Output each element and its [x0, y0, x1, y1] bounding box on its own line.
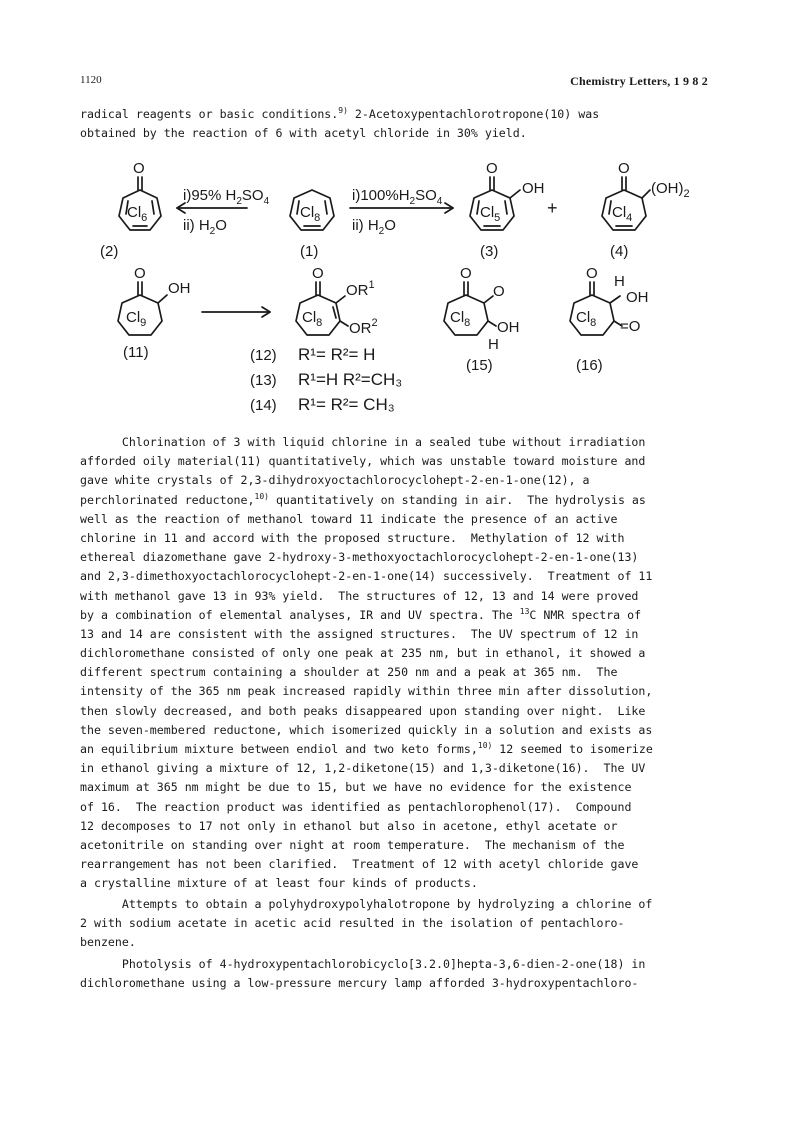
text-line: gave white crystals of 2,3-dihydroxyoctachlorocyclohept-2-en-1-one(12), a [80, 473, 590, 488]
compound-number: (1) [300, 243, 319, 260]
text-line [80, 740, 716, 759]
atom-label: =O [620, 318, 641, 335]
substituent-definition: R¹= R²= CH₃ [298, 395, 395, 414]
reference-marker: 10) [477, 741, 493, 750]
text-line: dichloromethane consisted of only one peak at 235 nm, but in ethanol, it showed a [80, 646, 646, 661]
text-line: dichloromethane using a low-pressure mercury lamp afforded 3-hydroxypentachloro- [80, 976, 639, 991]
text-segment: an equilibrium mixture between endiol and two keto forms, [80, 742, 478, 756]
atom-label: O [486, 160, 498, 177]
reagent-label: ii) $H_2O$ [183, 217, 227, 237]
compound-number: (2) [100, 243, 119, 260]
text-line [80, 105, 716, 124]
text-segment: 2-Acetoxypentachlorotropone(10) was [347, 107, 600, 121]
substituent-definition: R¹=H R²=CH₃ [298, 370, 403, 389]
reagent-label: ii) $H_2O$ [352, 217, 396, 237]
atom-label: O [134, 265, 146, 282]
plus-sign: + [547, 198, 558, 218]
text-line: in ethanol giving a mixture of 12, 1,2-diketone(15) and 1,3-diketone(16). The UV [80, 761, 646, 776]
text-line: a crystalline mixture of at least four kinds of products. [80, 876, 478, 891]
atom-label: H [614, 273, 625, 290]
reagent-label: i)95% $H_2SO_4$ [183, 187, 270, 207]
text-line: acetonitrile on standing over night at room temperature. The mechanism of the [80, 837, 625, 852]
reagent-label: $i)100\%H_2SO_4$ [352, 187, 443, 207]
text-line: 13 and 14 are consistent with the assigned structures. The UV spectrum of 12 in [80, 626, 639, 641]
atom-label: OH [168, 280, 191, 297]
text-line: afforded oily material(11) quantitatively, which was unstable toward moisture and [80, 454, 646, 469]
text-line: well as the reaction of methanol toward 11 indicate the presence of an active [80, 511, 618, 526]
text-line: different spectrum containing a shoulder at 250 nm and a peak at 365 nm. The [80, 665, 618, 680]
text-line: intensity of the 365 nm peak increased rapidly within three min after dissolution, [80, 684, 653, 699]
atom-label: O [312, 265, 324, 282]
compound-number: (4) [610, 243, 629, 260]
ring-label: $Cl_8$ [302, 309, 323, 329]
compound-number: (3) [480, 243, 499, 260]
compound-number: (15) [466, 357, 493, 374]
ring-label: $Cl_8$ [576, 309, 597, 329]
page-header [80, 74, 708, 90]
text-segment: perchlorinated reductone, [80, 492, 255, 507]
text-segment: by a combination of elemental analyses, IR and UV spectra. The [80, 607, 520, 622]
journal-name: Chemistry Letters, 1 9 8 2 [570, 74, 708, 88]
body-paragraph-3 [80, 955, 716, 993]
ring-label: $Cl_5$ [480, 204, 501, 224]
atom-label: $(OH)_2$ [651, 180, 690, 200]
ring-label: $Cl_4$ [612, 204, 633, 224]
text-segment: quantitatively on standing in air. The hydrolysis as [268, 492, 646, 507]
text-line: chlorine in 11 and accord with the proposed structure. Methylation of 12 with [80, 530, 625, 545]
text-line [80, 491, 716, 510]
page-number: 1120 [80, 74, 102, 86]
atom-label: O [460, 265, 472, 282]
text-line: obtained by the reaction of 6 with acetyl chloride in 30% yield. [80, 126, 527, 141]
reference-marker: 9) [338, 106, 348, 115]
text-line: and 2,3-dimethoxyoctachlorocyclohept-2-en-1-one(14) successively. Treatment of 11 [80, 569, 653, 584]
text-line [80, 606, 716, 625]
text-line: 12 decomposes to 17 not only in ethanol but also in acetone, ethyl acetate or [80, 818, 618, 833]
ring-label: $Cl_8$ [300, 204, 321, 224]
substituent-definition: R¹= R²= H [298, 345, 376, 364]
compound-number: (11) [123, 344, 149, 361]
text-line: maximum at 365 nm might be due to 15, but we have no evidence for the existence [80, 780, 632, 795]
text-line: benzene. [80, 935, 136, 950]
body-paragraph-1 [80, 433, 716, 894]
atom-label: OH [497, 319, 520, 336]
isotope-superscript: 13 [519, 606, 530, 616]
text-line: with methanol gave 13 in 93% yield. The structures of 12, 13 and 14 were proved [80, 588, 639, 603]
reaction-scheme [0, 150, 793, 430]
text-line: the seven-membered reductone, which isomerized quickly in a solution and exists as [80, 722, 653, 737]
text-line: Chlorination of 3 with liquid chlorine in a sealed tube without irradiation [80, 435, 646, 449]
atom-label: O [586, 265, 598, 282]
reference-marker: 10) [254, 491, 269, 501]
text-line: of 16. The reaction product was identified as pentachlorophenol(17). Compound [80, 799, 632, 814]
text-line: Attempts to obtain a polyhydroxypolyhalotropone by hydrolyzing a chlorine of [80, 897, 653, 911]
text-segment: 12 seemed to isomerize [492, 742, 653, 756]
ring-label: $Cl_9$ [126, 309, 147, 329]
text-line: Photolysis of 4-hydroxypentachlorobicyclo[3.2.0]hepta-3,6-dien-2-one(18) in [80, 957, 646, 971]
atom-label: $OR^1$ [346, 279, 375, 299]
intro-paragraph [80, 105, 716, 143]
compound-number: (12) [250, 347, 277, 364]
ring-label: $Cl_6$ [127, 204, 148, 224]
text-line: 2 with sodium acetate in acetic acid resulted in the isolation of pentachloro- [80, 916, 625, 931]
atom-label: O [618, 160, 630, 177]
text-line: rearrangement has not been clarified. Treatment of 12 with acetyl chloride gave [80, 857, 639, 872]
ring-label: $Cl_8$ [450, 309, 471, 329]
text-segment: radical reagents or basic conditions. [80, 107, 339, 121]
atom-label: O [133, 160, 145, 177]
compound-number: (16) [576, 357, 603, 374]
atom-label: OH [522, 180, 545, 197]
text-line: then slowly decreased, and both peaks disappeared upon standing over night. Like [80, 703, 646, 718]
atom-label: H [488, 336, 499, 353]
atom-label: O [493, 283, 505, 300]
compound-number: (13) [250, 372, 277, 389]
compound-number: (14) [250, 397, 277, 414]
scheme-drawing [0, 150, 793, 430]
text-segment: C NMR spectra of [529, 607, 642, 622]
atom-label: OH [626, 289, 649, 306]
body-paragraph-2 [80, 895, 716, 953]
text-line: ethereal diazomethane gave 2-hydroxy-3-methoxyoctachlorocyclohept-2-en-1-one(13) [80, 550, 639, 565]
atom-label: $OR^2$ [349, 317, 378, 337]
